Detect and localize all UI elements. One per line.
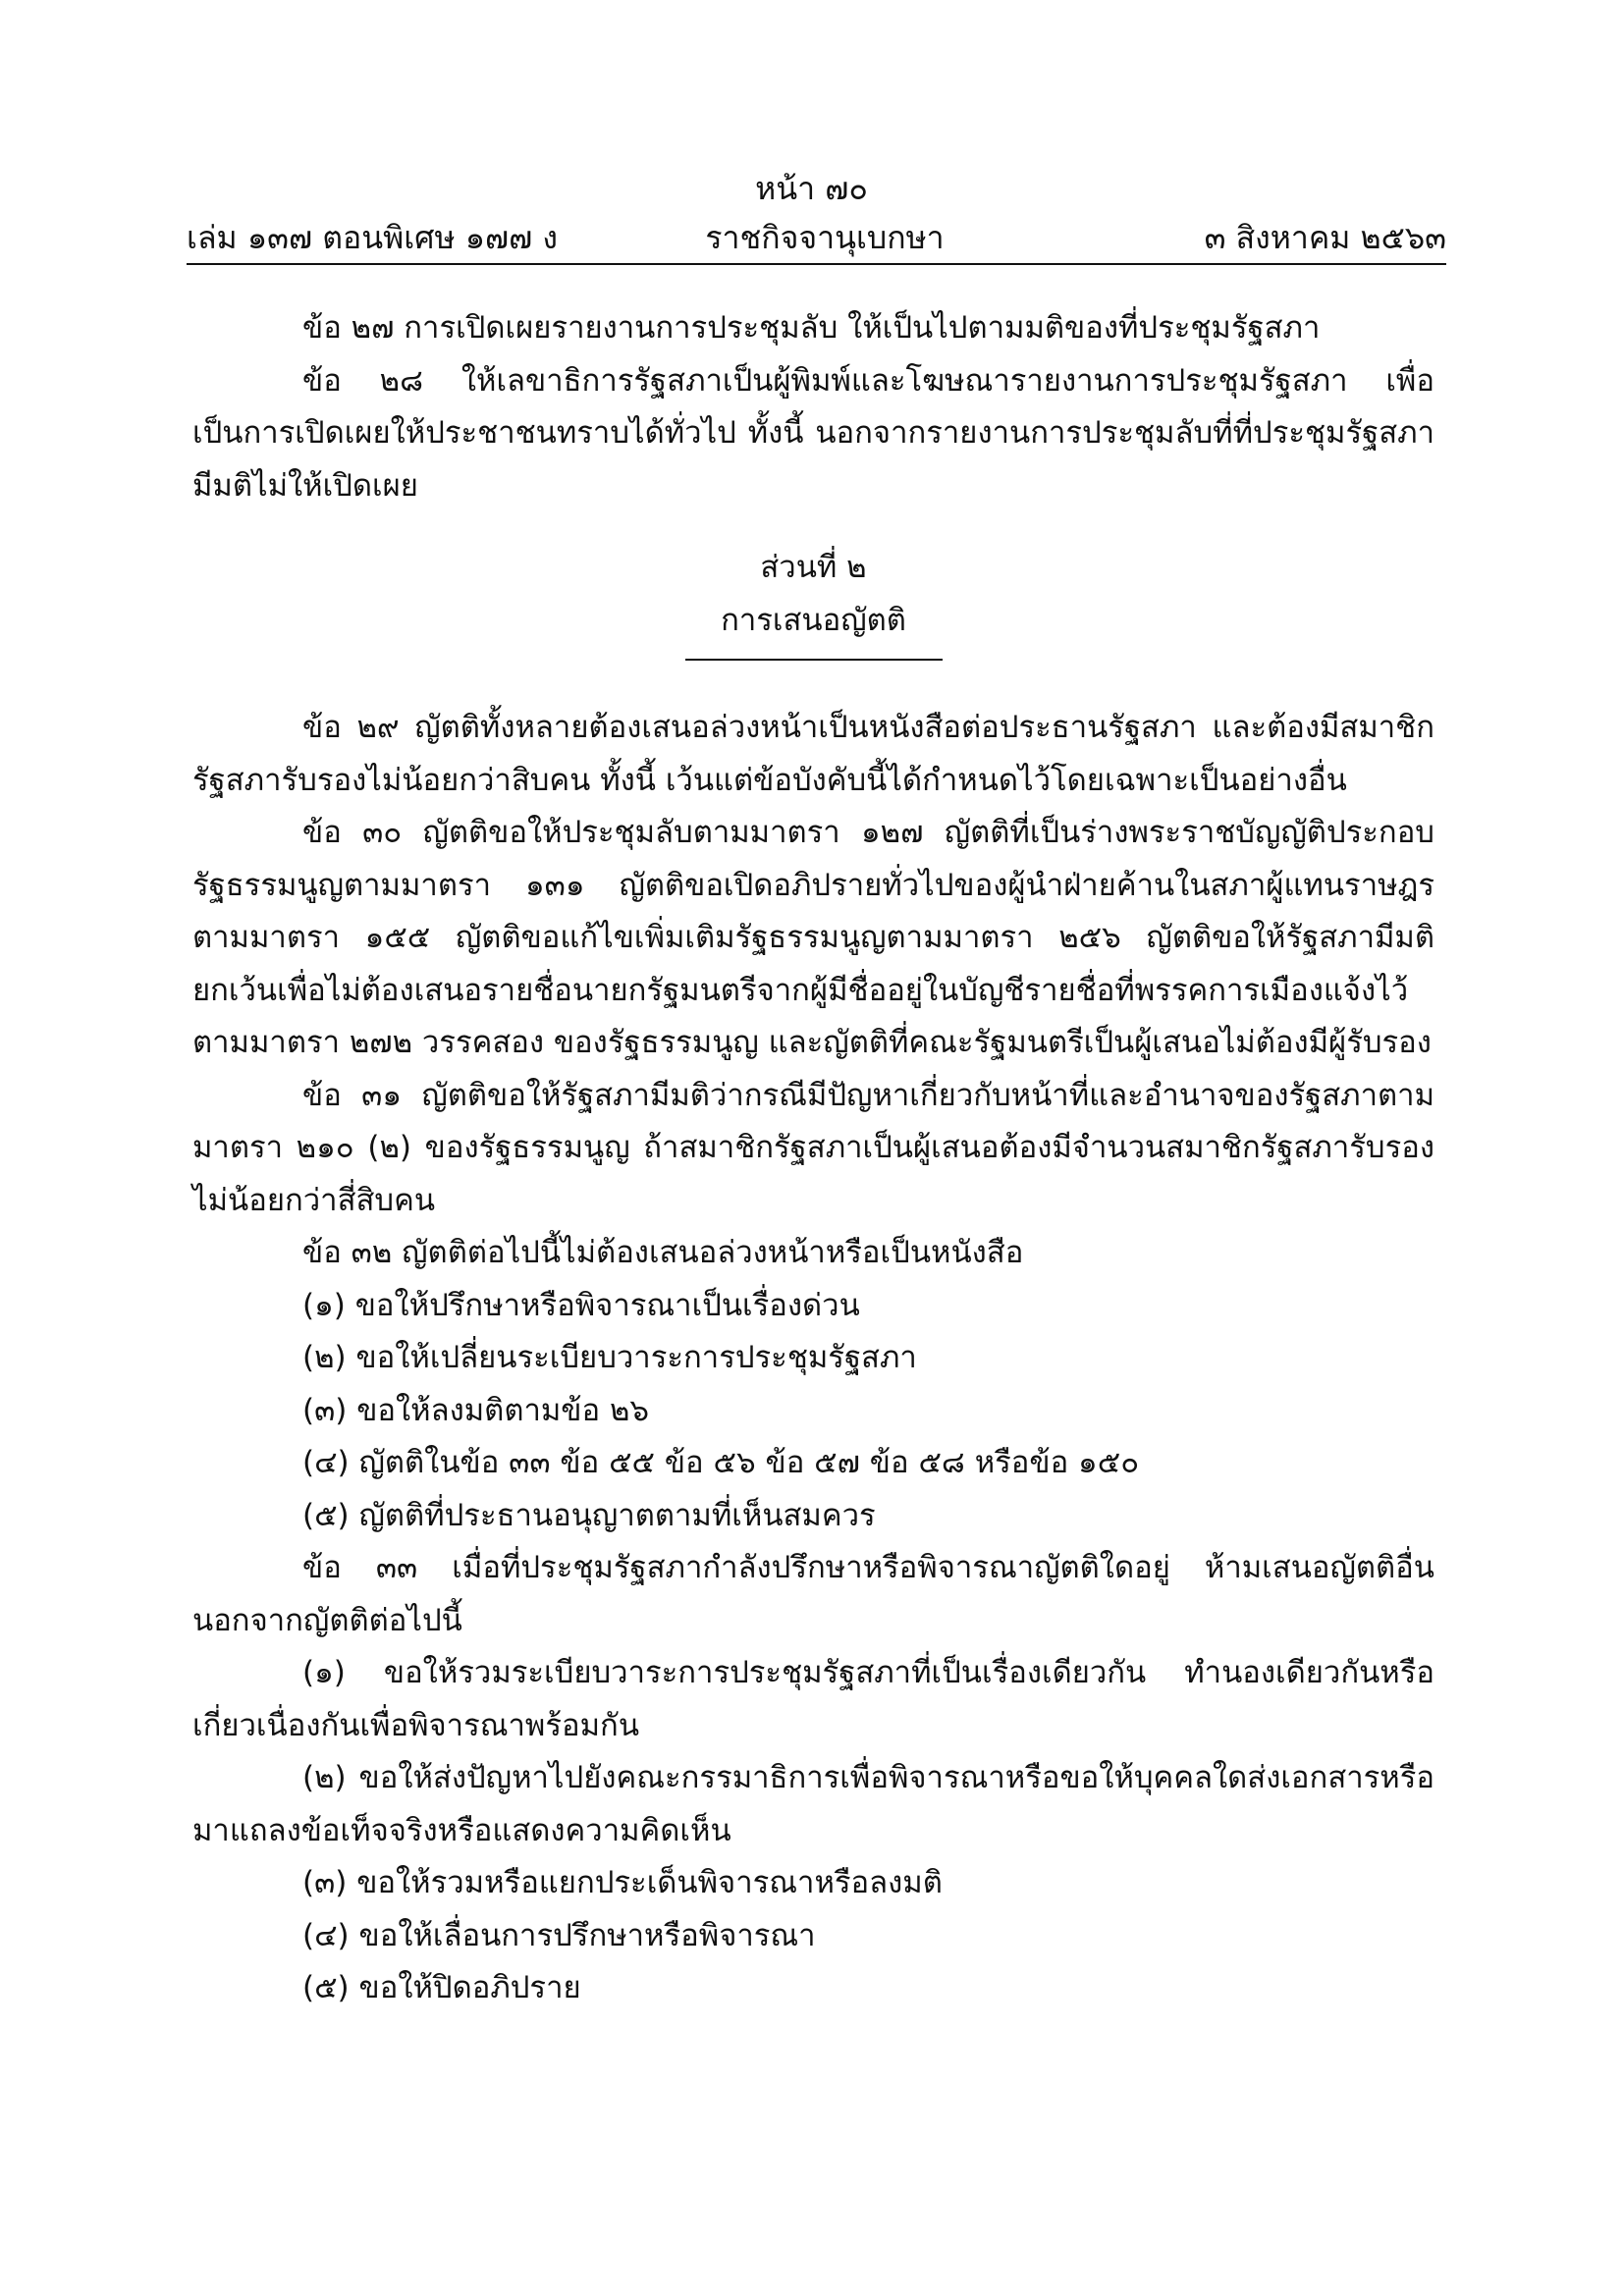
clause-33-item-3: (๓) ขอให้รวมหรือแยกประเด็นพิจารณาหรือลงมติ bbox=[302, 1865, 943, 1900]
clause-32: ข้อ ๓๒ ญัตติต่อไปนี้ไม่ต้องเสนอล่วงหน้าหรือเป็นหนังสือ bbox=[302, 1235, 1024, 1270]
gazette-name: ราชกิจจานุเบกษา bbox=[705, 219, 945, 256]
clause-33-item-1: (๑) ขอให้รวมระเบียบวาระการประชุมรัฐสภาที่เป็นเรื่องเดียวกัน ทำนองเดียวกันหรือเกี่ยวเนื่องกันเพื่อพิจารณาพร้อมกัน bbox=[192, 1655, 1434, 1743]
gazette-header bbox=[187, 218, 1446, 257]
header-divider bbox=[187, 263, 1446, 265]
volume-issue: เล่ม ๑๓๗ ตอนพิเศษ ๑๗๗ ง bbox=[187, 219, 558, 256]
clause-33-item-2: (๒) ขอให้ส่งปัญหาไปยังคณะกรรมาธิการเพื่อพิจารณาหรือขอให้บุคคลใดส่งเอกสารหรือมาแถลงข้อเท็จจริงหรือแสดงความคิดเห็น bbox=[192, 1760, 1434, 1848]
section-number: ส่วนที่ ๒ bbox=[760, 550, 867, 585]
clause-32-item-3: (๓) ขอให้ลงมติตามข้อ ๒๖ bbox=[302, 1392, 650, 1428]
clause-29: ข้อ ๒๙ ญัตติทั้งหลายต้องเสนอล่วงหน้าเป็นหนังสือต่อประธานรัฐสภา และต้องมีสมาชิกรัฐสภารับรองไม่น้อยกว่าสิบคน ทั้งนี้ เว้นแต่ข้อบังคับนี้ได้กำหนดไว้โดยเฉพาะเป็นอย่างอื่น bbox=[192, 710, 1434, 798]
clause-32-item-1: (๑) ขอให้ปรึกษาหรือพิจารณาเป็นเรื่องด่วน bbox=[302, 1287, 860, 1323]
clause-33-item-5: (๕) ขอให้ปิดอภิปราย bbox=[302, 1970, 581, 2005]
section-title: การเสนอญัตติ bbox=[721, 602, 906, 638]
clause-33-item-4: (๔) ขอให้เลื่อนการปรึกษาหรือพิจารณา bbox=[302, 1917, 816, 1953]
clause-31: ข้อ ๓๑ ญัตติขอให้รัฐสภามีมติว่ากรณีมีปัญหาเกี่ยวกับหน้าที่และอำนาจของรัฐสภาตามมาตรา ๒๑๐ (๒) ของรัฐธรรมนูญ ถ้าสมาชิกรัฐสภาเป็นผู้เสนอต้องมีจำนวนสมาชิกรัฐสภารับรองไม่น้อยกว่าสี่สิบคน bbox=[192, 1077, 1434, 1218]
clause-32-item-5: (๕) ญัตติที่ประธานอนุญาตตามที่เห็นสมควร bbox=[302, 1497, 876, 1533]
publication-date: ๓ สิงหาคม ๒๕๖๓ bbox=[1204, 219, 1446, 256]
clause-33: ข้อ ๓๓ เมื่อที่ประชุมรัฐสภากำลังปรึกษาหรือพิจารณาญัตติใดอยู่ ห้ามเสนอญัตติอื่นนอกจากญัตติต่อไปนี้ bbox=[192, 1550, 1434, 1638]
page-number: หน้า ๗๐ bbox=[755, 170, 868, 207]
clause-27: ข้อ ๒๗ การเปิดเผยรายงานการประชุมลับ ให้เป็นไปตามมติของที่ประชุมรัฐสภา bbox=[302, 310, 1321, 346]
clause-32-item-2: (๒) ขอให้เปลี่ยนระเบียบวาระการประชุมรัฐสภา bbox=[302, 1340, 917, 1375]
clause-28: ข้อ ๒๘ ให้เลขาธิการรัฐสภาเป็นผู้พิมพ์และโฆษณารายงานการประชุมรัฐสภา เพื่อเป็นการเปิดเผยให้ประชาชนทราบได้ทั่วไป ทั้งนี้ นอกจากรายงานการประชุมลับที่ที่ประชุมรัฐสภามีมติไม่ให้เปิดเผย bbox=[192, 362, 1434, 504]
document-body bbox=[192, 302, 1434, 2015]
section-divider bbox=[685, 659, 943, 661]
clause-32-item-4: (๔) ญัตติในข้อ ๓๓ ข้อ ๕๕ ข้อ ๕๖ ข้อ ๕๗ ข้อ ๕๘ หรือข้อ ๑๕๐ bbox=[302, 1445, 1140, 1480]
clause-30: ข้อ ๓๐ ญัตติขอให้ประชุมลับตามมาตรา ๑๒๗ ญัตติที่เป็นร่างพระราชบัญญัติประกอบรัฐธรรมนูญตามมาตรา ๑๓๑ ญัตติขอเปิดอภิปรายทั่วไปของผู้นำฝ่ายค้านในสภาผู้แทนราษฎรตามมาตรา ๑๕๕ ญัตติขอแก้ไขเพิ่มเติมรัฐธรรมนูญตามมาตรา ๒๕๖ ญัตติขอให้รัฐสภามีมติยกเว้นเพื่อไม่ต้องเสนอรายชื่อนายกรัฐมนตรีจากผู้มีชื่ออยู่ในบัญชีรายชื่อที่พรรคการเมืองแจ้งไว้ตามมาตรา ๒๗๒ วรรคสอง ของรัฐธรรมนูญ และญัตติที่คณะรัฐมนตรีเป็นผู้เสนอไม่ต้องมีผู้รับรอง bbox=[192, 815, 1434, 1060]
